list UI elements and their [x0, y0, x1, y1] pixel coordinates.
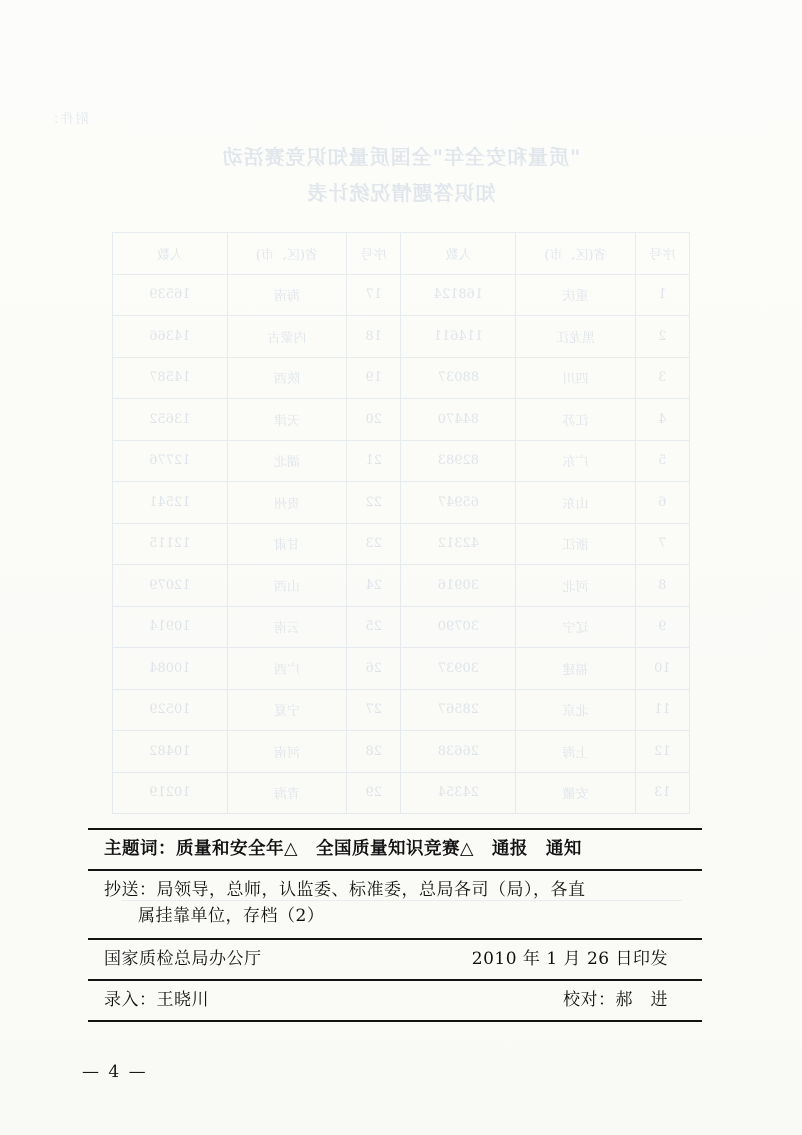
- cc-line-1: 抄送：局领导，总师，认监委、标准委，总局各司（局），各直: [104, 880, 586, 900]
- cell-prov-right: 贵州: [227, 482, 346, 524]
- cell-no-left: 9: [635, 606, 689, 648]
- column-header-no-right: 序号: [347, 233, 401, 275]
- cell-count-right: 12115: [113, 523, 228, 565]
- document-title-line-2: 知识答题情况统计表: [306, 181, 496, 205]
- cell-prov-right: 山西: [227, 565, 346, 607]
- cell-no-right: 25: [347, 606, 401, 648]
- page-number: — 4 —: [82, 1062, 148, 1082]
- document-title-line-1: "质量和安全年"全国质量知识竞赛活动: [221, 145, 581, 169]
- cell-prov-left: 河北: [516, 565, 635, 607]
- cell-count-left: 30916: [401, 565, 516, 607]
- cell-count-right: 12541: [113, 482, 228, 524]
- cell-no-left: 12: [635, 731, 689, 773]
- cell-count-left: 88037: [401, 357, 516, 399]
- cell-prov-left: 辽宁: [516, 606, 635, 648]
- cell-no-left: 10: [635, 648, 689, 690]
- subject-keywords-row: 主题词：质量和安全年△ 全国质量知识竞赛△ 通报 通知: [88, 828, 702, 869]
- cell-count-right: 10482: [113, 731, 228, 773]
- cell-no-right: 22: [347, 482, 401, 524]
- cell-prov-right: 陕西: [227, 357, 346, 399]
- table-row: [113, 440, 690, 482]
- cell-no-left: 2: [635, 316, 689, 358]
- table-row: [113, 565, 690, 607]
- cell-prov-left: 黑龙江: [516, 316, 635, 358]
- column-header-count-left: 人数: [401, 233, 516, 275]
- cell-count-left: 168124: [401, 274, 516, 316]
- cell-prov-right: 海南: [227, 274, 346, 316]
- cell-no-right: 20: [347, 399, 401, 441]
- table-row: [113, 523, 690, 565]
- table-row: [113, 731, 690, 773]
- cell-count-right: 10529: [113, 689, 228, 731]
- issuing-office: 国家质检总局办公厅: [104, 949, 262, 969]
- cell-no-left: 5: [635, 440, 689, 482]
- cell-no-right: 19: [347, 357, 401, 399]
- cell-count-left: 42312: [401, 523, 516, 565]
- cell-count-left: 26638: [401, 731, 516, 773]
- cell-count-left: 24354: [401, 772, 516, 814]
- cell-prov-right: 青海: [227, 772, 346, 814]
- cell-count-right: 10219: [113, 772, 228, 814]
- cell-prov-right: 广西: [227, 648, 346, 690]
- cell-count-left: 84470: [401, 399, 516, 441]
- cell-prov-left: 上海: [516, 731, 635, 773]
- office-row: [88, 938, 702, 979]
- cell-no-right: 28: [347, 731, 401, 773]
- cell-count-left: 114611: [401, 316, 516, 358]
- cell-no-left: 6: [635, 482, 689, 524]
- cell-count-left: 30790: [401, 606, 516, 648]
- cell-prov-right: 湖北: [227, 440, 346, 482]
- statistics-table: [112, 232, 690, 814]
- column-header-count-right: 人数: [113, 233, 228, 275]
- cell-no-right: 26: [347, 648, 401, 690]
- cell-no-right: 27: [347, 689, 401, 731]
- table-header-row: [113, 233, 690, 275]
- table-row: [113, 316, 690, 358]
- cell-no-left: 13: [635, 772, 689, 814]
- cell-prov-left: 福建: [516, 648, 635, 690]
- cell-no-left: 8: [635, 565, 689, 607]
- cell-prov-right: 河南: [227, 731, 346, 773]
- cell-prov-left: 浙江: [516, 523, 635, 565]
- cell-prov-left: 安徽: [516, 772, 635, 814]
- cell-no-left: 7: [635, 523, 689, 565]
- cell-prov-right: 宁夏: [227, 689, 346, 731]
- cell-count-right: 10084: [113, 648, 228, 690]
- table-row: [113, 399, 690, 441]
- table-row: [113, 648, 690, 690]
- cell-prov-right: 甘肃: [227, 523, 346, 565]
- cell-no-left: 11: [635, 689, 689, 731]
- column-header-prov-left: 省(区、市): [516, 233, 635, 275]
- table-row: [113, 606, 690, 648]
- cell-no-left: 4: [635, 399, 689, 441]
- cell-prov-left: 广东: [516, 440, 635, 482]
- cell-count-right: 12776: [113, 440, 228, 482]
- document-footer-block: [88, 828, 702, 1022]
- typist-row: [88, 979, 702, 1022]
- column-header-prov-right: 省(区、市): [227, 233, 346, 275]
- document-title: [0, 140, 802, 210]
- cell-count-right: 13652: [113, 399, 228, 441]
- attachment-label: 附件:: [52, 112, 89, 127]
- table-row: [113, 772, 690, 814]
- cell-no-left: 1: [635, 274, 689, 316]
- cell-count-left: 28567: [401, 689, 516, 731]
- cell-no-right: 23: [347, 523, 401, 565]
- cell-prov-left: 四川: [516, 357, 635, 399]
- table-row: [113, 357, 690, 399]
- cell-prov-left: 重庆: [516, 274, 635, 316]
- cc-row: [88, 869, 702, 938]
- cell-count-left: 30937: [401, 648, 516, 690]
- proofreader-name: 校对：郝 进: [563, 990, 668, 1010]
- cell-count-left: 82983: [401, 440, 516, 482]
- cell-no-right: 24: [347, 565, 401, 607]
- cell-no-right: 29: [347, 772, 401, 814]
- cell-prov-left: 山东: [516, 482, 635, 524]
- table-row: [113, 689, 690, 731]
- cell-count-right: 16539: [113, 274, 228, 316]
- cc-line-2: 属挂靠单位，存档（2）: [138, 906, 325, 926]
- cell-count-right: 14587: [113, 357, 228, 399]
- cell-prov-left: 北京: [516, 689, 635, 731]
- cell-no-right: 18: [347, 316, 401, 358]
- typist-name: 录入：王晓川: [104, 990, 209, 1010]
- cell-no-left: 3: [635, 357, 689, 399]
- cell-count-right: 10914: [113, 606, 228, 648]
- cell-prov-right: 内蒙古: [227, 316, 346, 358]
- table-row: [113, 274, 690, 316]
- cell-no-right: 21: [347, 440, 401, 482]
- cell-count-left: 65947: [401, 482, 516, 524]
- issue-date: 2010 年 1 月 26 日印发: [471, 949, 668, 969]
- table-row: [113, 482, 690, 524]
- cell-count-right: 14366: [113, 316, 228, 358]
- cell-prov-right: 天津: [227, 399, 346, 441]
- cell-prov-left: 江苏: [516, 399, 635, 441]
- cell-prov-right: 云南: [227, 606, 346, 648]
- column-header-no-left: 序号: [635, 233, 689, 275]
- cell-count-right: 12079: [113, 565, 228, 607]
- cell-no-right: 17: [347, 274, 401, 316]
